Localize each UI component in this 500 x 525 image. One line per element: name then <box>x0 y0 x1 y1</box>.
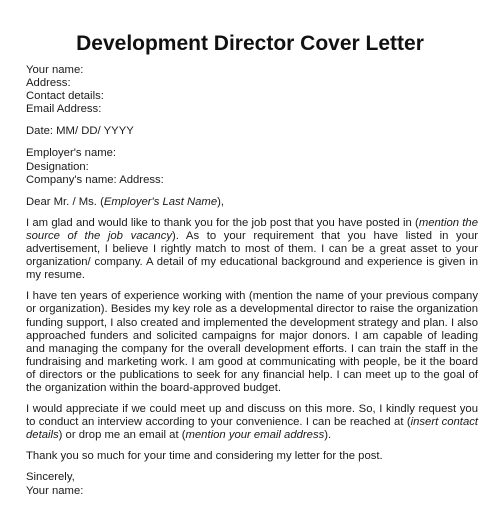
intro-text-c: ). As to your requirement that you have listed in your advertisement, I believe I rightly match to most of them. I can be a great asset to your organization/ company. A detail of my educational background and experience is given in my resume. <box>26 229 478 282</box>
request-placeholder-contact: insert contact details <box>26 416 479 442</box>
document-title: Development Director Cover Letter <box>76 32 424 55</box>
intro-text-a: I am glad and would like to thank you for the job post that you have posted in ( <box>26 216 419 229</box>
salutation <box>26 196 478 209</box>
sender-name: Your name: <box>26 64 84 76</box>
request-text-c: ) or drop me an email at ( <box>58 429 186 442</box>
sender-contact: Contact details: <box>26 90 104 103</box>
closing-signoff: Sincerely, <box>26 471 75 484</box>
recipient-block <box>26 147 478 186</box>
paragraph-experience: I have ten years of experience working with (mention the name of your previous company or organization). Besides my key role as a developmental director to raise the organization funding support, I also created and implemented the development strategy and plan. I also approached funders and solicited campaigns for major donors. I am capable of leading and managing the company for the overall development efforts. I can train the staff in the fundraising and marketing work. I am good at communicating with people, be it the board of directors or the publications to seek for any financial help. I can meet up to the goal of the organization within the board-approved budget. <box>26 290 478 394</box>
date-line <box>26 125 478 138</box>
salutation-prefix: Dear Mr. / Ms. ( <box>26 195 104 208</box>
closing-name: Your name: <box>26 484 84 497</box>
closing-block <box>26 471 478 497</box>
salutation-suffix: ), <box>217 195 225 208</box>
company-address: Company's name: Address: <box>26 173 164 186</box>
paragraph-thanks: Thank you so much for your time and considering my letter for the post. <box>26 450 383 463</box>
sender-email: Email Address: <box>26 103 102 116</box>
employer-name: Employer's name: <box>26 147 117 160</box>
date-text: Date: MM/ DD/ YYYY <box>26 125 134 138</box>
letter-body <box>26 64 478 507</box>
sender-address: Address: <box>26 77 71 90</box>
paragraph-request <box>26 403 478 442</box>
employer-designation: Designation: <box>26 160 89 173</box>
salutation-placeholder: Employer's Last Name <box>103 195 218 208</box>
intro-placeholder-source: mention the source of the job vacancy <box>26 216 478 242</box>
sender-block <box>26 64 478 116</box>
request-text-e: ). <box>324 429 332 442</box>
request-placeholder-email: mention your email address <box>185 429 325 442</box>
paragraph-intro <box>26 217 478 282</box>
request-text-a: I would appreciate if we could meet up and discuss on this more. So, I kindly request you to conduct an interview according to your convenience. I can be reached at ( <box>26 403 478 429</box>
